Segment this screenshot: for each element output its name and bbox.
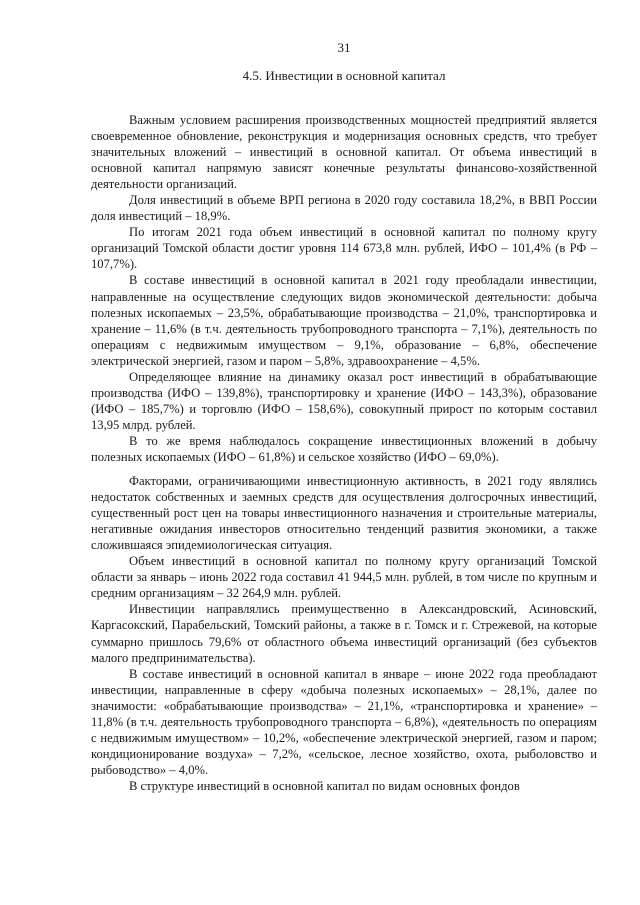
document-page <box>91 40 597 794</box>
paragraph-2021-volume: По итогам 2021 года объем инвестиций в основной капитал по полному кругу организаций Томской области достиг уровня 114 673,8 млн. рублей, ИФО – 101,4% (в РФ – 107,7%). <box>91 225 597 272</box>
paragraph-growth-drivers: Определяющее влияние на динамику оказал рост инвестиций в обрабатывающие производства (ИФО – 139,8%), транспортировку и хранение (ИФО – 143,3%), образование (ИФО – 185,7%) и торговлю (ИФО – 158,6%), совокупный прирост по которым составил 13,95 млрд. рублей. <box>91 369 597 432</box>
paragraph-2022-structure: В составе инвестиций в основной капитал в январе – июне 2022 года преобладают инвестиции, направленные в сферу «добыча полезных ископаемых» – 28,1%, далее по значимости: «обрабатывающие производства» – 21,1%, «транспортировка и хранение» – 11,8% (в т.ч. деятельность трубопроводного транспорта – 6,8%), «деятельность по операциям с недвижимым имуществом» – 10,2%, «обеспечение электрической энергией, газом и паром; кондиционирование воздуха» – 7,2%, «сельское, лесное хозяйство, охота, рыболовство и рыбоводство» – 4,0%. <box>91 666 597 777</box>
page-number: 31 <box>337 40 351 55</box>
section-title: 4.5. Инвестиции в основной капитал <box>242 68 446 83</box>
paragraph-intro: Важным условием расширения производственных мощностей предприятий является своевременное обновление, реконструкция и модернизация основных средств, что требует значительных вложений – инвестиций в основной капитал. От объема инвестиций в основной капитал напрямую зависят конечные результаты финансово-хозяйственной деятельности организаций. <box>91 113 597 192</box>
paragraph-decline: В то же время наблюдалось сокращение инвестиционных вложений в добычу полезных ископаемых (ИФО – 61,8%) и сельское хозяйство (ИФО – 69,0%). <box>91 433 597 464</box>
paragraph-districts: Инвестиции направлялись преимущественно в Александровский, Асиновский, Каргасокский, Парабельский, Томский районы, а также в г. Томск и г. Стрежевой, на которые суммарно пришлось 79,6% от областного объема инвестиций организаций (без субъектов малого предпринимательства). <box>91 602 597 665</box>
paragraph-2021-structure: В составе инвестиций в основной капитал в 2021 году преобладали инвестиции, направленные на осуществление следующих видов экономической деятельности: добыча полезных ископаемых – 23,5%, обрабатывающие производства – 21,0%, транспортировка и хранение – 11,6% (в т.ч. деятельность трубопроводного транспорта – 7,1%), деятельность по операциям с недвижимым имуществом – 9,1%, образование – 6,8%, обеспечение электрической энергией, газом и паром – 5,8%, здравоохранение – 4,5%. <box>91 273 597 368</box>
paragraph-limiting-factors: Факторами, ограничивающими инвестиционную активность, в 2021 году являлись недостаток собственных и заемных средств для осуществления долгосрочных инвестиций, существенный рост цен на товары инвестиционного назначения и строительные материалы, негативные ожидания инвесторов относительно тенденций развития экономики, а также сложившаяся эпидемиологическая ситуация. <box>91 474 597 553</box>
paragraph-grp-share: Доля инвестиций в объеме ВРП региона в 2020 году составила 18,2%, в ВВП России доля инвестиций – 18,9%. <box>91 193 597 224</box>
paragraph-fixed-assets: В структуре инвестиций в основной капитал по видам основных фондов <box>129 778 520 793</box>
paragraph-2022-volume: Объем инвестиций в основной капитал по полному кругу организаций Томской области за январь – июнь 2022 года составил 41 944,5 млн. рублей, в том числе по крупным и средним организациям – 32 264,9 млн. рублей. <box>91 554 597 601</box>
